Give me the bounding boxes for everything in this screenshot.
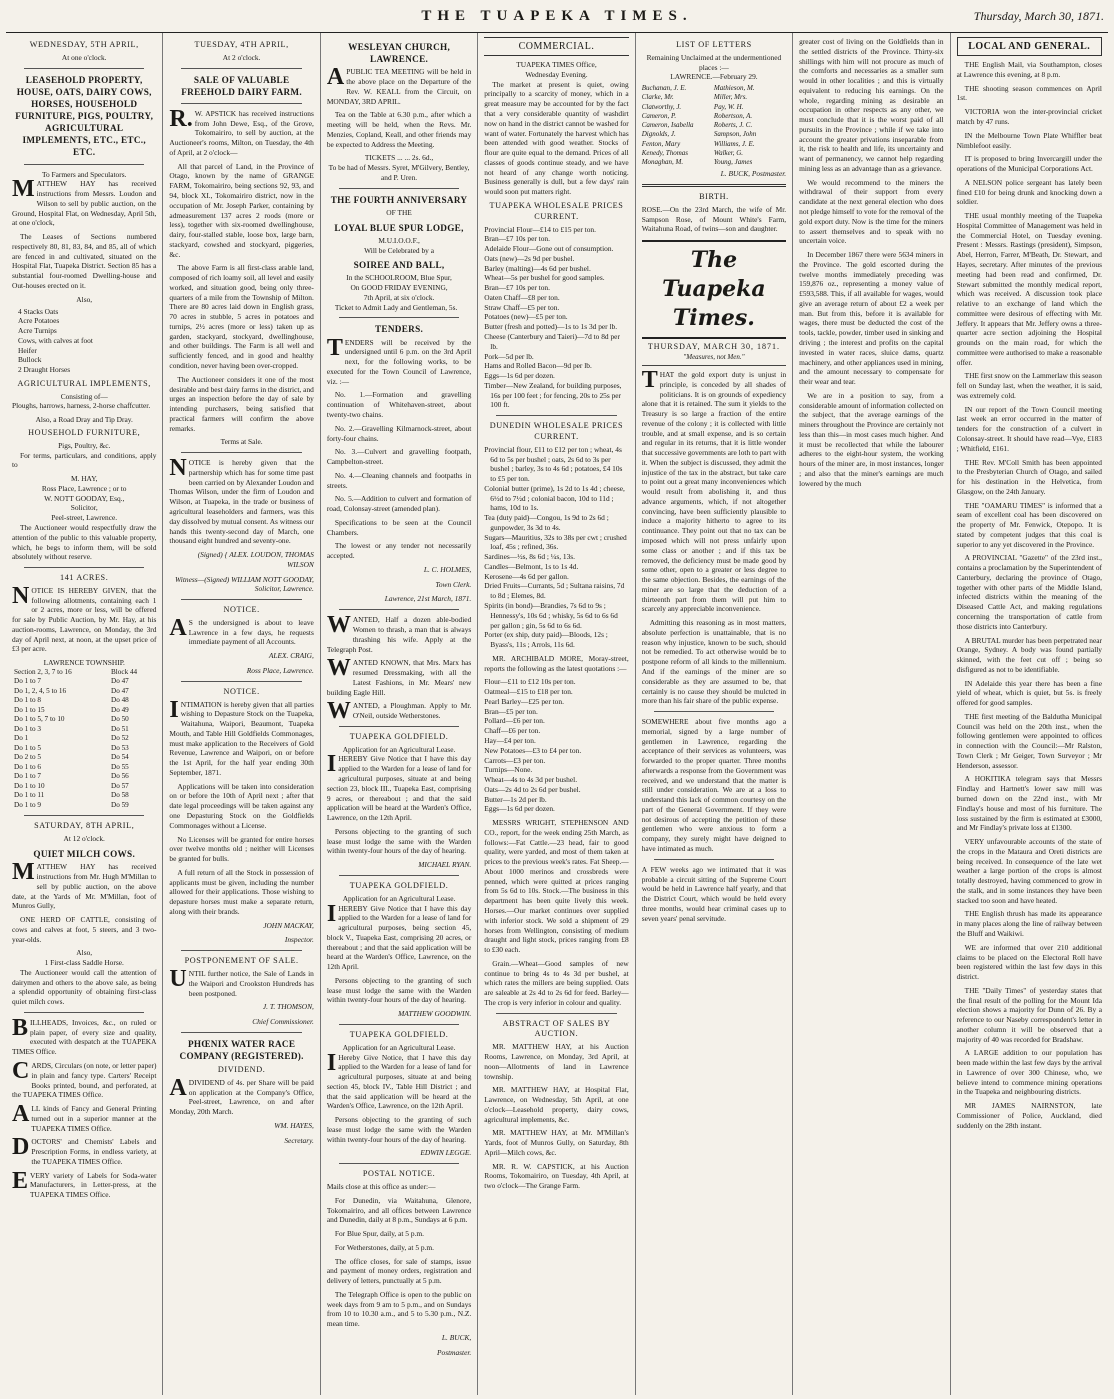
list-item: Dried Fruits—Currants, 5d ; Sultana raisins, 7d to 8d ; Elemes, 8d. bbox=[484, 581, 625, 601]
table-row: Do 2 to 5 Do 54 bbox=[14, 753, 129, 762]
list-item: IN the Melbourne Town Plate Whiffler beat Nimblefoot easily. bbox=[956, 130, 1102, 150]
goldfield-objection-3: Persons objecting to the granting of such lease must lodge the same with the Warden within twenty-four hours of the day of hearing. bbox=[326, 1115, 472, 1144]
town-clerk-title: Town Clerk. bbox=[435, 579, 472, 589]
editorial-continued-2: We would recommend to the miners the withdrawal of their support from every candidate at the next general election who does not pledge himself to vote for the removal of the gold export duty. Now is the time for the miners to assert themselves and to speak with no uncertain voice. bbox=[799, 177, 944, 246]
township-heading: LAWRENCE TOWNSHIP. bbox=[43, 658, 125, 668]
table-row: Section 2, 3, 7 to 16 Block 44 bbox=[14, 667, 138, 676]
list-item: Sugars—Mauritius, 32s to 38s per cwt ; crushed loaf, 45s ; refined, 36s. bbox=[484, 532, 627, 552]
table-row: Do 1 to 5 Do 53 bbox=[14, 743, 129, 752]
list-item: Butter (fresh and potted)—1s to 1s 3d per lb. bbox=[484, 322, 618, 332]
table-row: Do 1 to 3 Do 51 bbox=[14, 724, 129, 733]
town-clerk-name: L. C. HOLMES, bbox=[423, 564, 472, 574]
depasture-notice-3: No Licenses will be granted for entire horses over twelve months old ; neither will Licenses be granted for bulls. bbox=[169, 834, 314, 864]
postponement-body: UNTIL further notice, the Sale of Lands in the Waipori and Crookston Hundreds has been postponed. bbox=[169, 966, 314, 998]
church-body: APUBLIC TEA MEETING will be held in the above place on the Departure of the Rev. W. KEALL from the Circuit, on MONDAY, 3RD APRIL. bbox=[326, 64, 472, 106]
list-item: A PROVINCIAL "Gazette" of the 23rd inst., contains a proclamation by the Superintendent of Canterbury, declaring the province of Otago, together with other parts of the Middle Island, infected districts within the meaning of the Diseased Cattle Act, and making regulations concerning the transportation of cattle from those districts into Canterbury. bbox=[956, 553, 1102, 631]
list-item: Chaff—£6 per ton. bbox=[484, 726, 541, 736]
list-item: No. 2.—Gravelling Kilmarnock-street, about forty-four chains. bbox=[326, 423, 472, 443]
list-item: Oats (new)—2s 9d per bushel. bbox=[484, 253, 575, 263]
list-item: Sampson, John bbox=[713, 130, 757, 139]
table-row: Do 1 to 9 Do 59 bbox=[14, 800, 129, 809]
commissioner-title: Chief Commissioner. bbox=[252, 1017, 314, 1027]
agri-body: Ploughs, harrows, harness, 2-horse chaffcutter. bbox=[12, 401, 151, 411]
postponement-heading: POSTPONEMENT OF SALE. bbox=[184, 956, 299, 966]
list-item: VERY unfavourable accounts of the state of the crops in the Mataura and Oreti districts are being received. In consequence of the late wet weather a large portion of the crops is almost totally destroyed, having commenced to grow in the stalk, and in some instances they have been stacked too soon and have heated. bbox=[956, 837, 1102, 905]
list-item: Cheese (Canterbury and Taieri)—7d to 8d per lb. bbox=[484, 331, 620, 351]
tickets-sellers: To be had of Messrs. Syret, M'Gilvery, Bentley, and P. Uren. bbox=[328, 163, 470, 182]
list-item: Young, James bbox=[713, 158, 753, 166]
lots-table bbox=[12, 668, 156, 811]
table-row: Do 1 to 15 Do 49 bbox=[14, 705, 129, 714]
list-item: THE English Mail, via Southampton, closes at Lawrence this evening, at 8 p.m. bbox=[956, 60, 1102, 79]
secretary-title: Secretary. bbox=[284, 1135, 314, 1145]
table-row: Do 1 to 10 Do 57 bbox=[14, 781, 129, 790]
table-row: Do 1 to 11 Do 58 bbox=[14, 791, 129, 800]
lodge-when: On GOOD FRIDAY EVENING, bbox=[350, 283, 448, 293]
list-item: Bullock bbox=[18, 355, 42, 365]
list-item: Oats—2s 4d to 2s 6d per bushel. bbox=[484, 784, 581, 794]
list-item: MR. MATTHEW HAY, at Hospital Flat, Lawrence, on Wednesday, 5th April, at one o'clock—Leasehold property, dairy cows, agricultural implements, &c. bbox=[484, 1085, 629, 1124]
goldfield-heading-3: TUAPEKA GOLDFIELD. bbox=[349, 1029, 449, 1039]
church-body-2: Tea on the Table at 6.30 p.m., after which a meeting will be held, when the Revs. Mr. Menzies, Copland, Keall, and other friends may be expected to Address the Meeting. bbox=[326, 110, 472, 149]
list-item: THE "OAMARU TIMES" is informed that a seam of excellent coal has been discovered on the property of Mr. Fenwick, Otepopo. It is stated by competent judges that this coal is superior to any yet discovered in the Province. bbox=[956, 500, 1102, 549]
terms: For terms, particulars, and conditions, apply to bbox=[12, 450, 157, 470]
list-item: Turnips—None. bbox=[484, 765, 533, 775]
list-item: THE Rev. M'Coll Smith has been appointed to the Presbyterian Church of Otago, and sailed for his destination in the Helvetica, from Glasgow, on the 24th January. bbox=[956, 457, 1102, 496]
lodge-name: LOYAL BLUE SPUR LODGE, bbox=[334, 222, 464, 233]
tenders-body: TENDERS will be received by the undersigned until 6 p.m. on the 3rd April next, for the following works, to be executed for the Town Council of Lawrence, viz. :— bbox=[326, 334, 472, 386]
table-row: Do 1, 2, 4, 5 to 16 Do 47 bbox=[14, 686, 129, 695]
sale-subtitle: To Farmers and Speculators. bbox=[41, 169, 127, 179]
farm-sale-body-4: The Auctioneer considers it one of the most desirable and best dairy farms in the district, and urges an inspection before the day of sale by intending purchasers, being satisfied that practical farmers will confirm the above remarks. bbox=[169, 374, 314, 433]
list-item: Monaghan, M. bbox=[641, 158, 684, 166]
birth-notice: ROSE.—On the 23rd March, the wife of Mr. Sampson Rose, of Mount White's Farm, Waitahuna Road, of twins—son and daughter. bbox=[641, 204, 787, 234]
postmaster-title: Postmaster. bbox=[436, 1347, 472, 1357]
postal-heading: POSTAL NOTICE. bbox=[362, 1169, 436, 1179]
tenders-date: Lawrence, 21st March, 1871. bbox=[384, 594, 472, 604]
list-item: 2 Draught Horses bbox=[18, 365, 71, 375]
goldfield-body-1: IHEREBY Give Notice that I have this day applied to the Warden for a lease of land for agricultural purposes, situate at and being section 23, block III., Tuapeka East, comprising 9 acres, or thereabout ; and that the said application will be heard at the Warden's Office, Lawrence, on the 12th April. bbox=[326, 751, 472, 823]
list-item: Pork—5d per lb. bbox=[484, 351, 534, 361]
list-item: Pearl Barley—£25 per ton. bbox=[484, 696, 564, 706]
editorial-paragraph-4: A FEW weeks ago we intimated that it was probable a circuit sitting of the Supreme Court would be held in Lawrence half yearly, and that the District Court, which would be held every three months, would hear criminal cases up to seven years' penal servitude. bbox=[641, 864, 787, 923]
sale2-title: QUIET MILCH COWS. bbox=[33, 849, 136, 860]
list-item: Spirits (in bond)—Brandies, 7s 6d to 9s ; Hennessy's, 10s 6d ; whisky, 5s 6d to 6s 6d per gallon ; gin, 5s 6d to 6s 6d. bbox=[484, 601, 618, 630]
goldfield-signature-3: EDWIN LEGGE. bbox=[420, 1148, 472, 1158]
sale2-also: Also, bbox=[76, 948, 93, 958]
postal-note-2: The Telegraph Office is open to the public on week days from 9 am to 5 p.m., and on Sundays from 10 to 10.30 a.m., and 5 to 5.30 p.m., N.Z. mean time. bbox=[326, 1289, 472, 1329]
list-item: Bran—£7 10s per ton. bbox=[484, 283, 550, 293]
farm-sale-date: TUESDAY, 4TH APRIL, bbox=[194, 40, 289, 49]
farm-sale-title: SALE OF VALUABLE FREEHOLD DAIRY FARM. bbox=[181, 74, 303, 97]
list-item: Kerosene—4s 6d per gallon. bbox=[484, 571, 569, 581]
list-item: Clatworthy, J. bbox=[641, 102, 682, 111]
letters-sub: Remaining Unclaimed at the undermentioned places :— bbox=[646, 52, 782, 72]
list-item: Wheat—5s per bushel for good samples. bbox=[484, 273, 605, 283]
list-item: Candles—Belmont, 1s to 1s 4d. bbox=[484, 561, 579, 571]
phoenix-heading: PHŒNIX WATER RACE COMPANY (REGISTERED). bbox=[179, 1038, 304, 1061]
craig-notice: AS the undersigned is about to leave Lawrence in a few days, he requests immediate payment of all Accounts. bbox=[169, 614, 314, 647]
letters-list bbox=[642, 84, 786, 167]
list-item: Robertson, A. bbox=[713, 111, 753, 120]
grain-report: Grain.—Wheat—Good samples of new continue to bring 4s to 4s 3d per bushel, at which rates the millers are being supplied. Oats are saleable at 2s 4d to 2s 6d for feed. Barley—The crop is very inferior in colour and quality. bbox=[484, 958, 629, 1007]
list-item: Flour—£11 to £12 10s per ton. bbox=[484, 677, 576, 687]
column-6 bbox=[793, 33, 950, 1395]
birth-heading: BIRTH. bbox=[699, 192, 729, 201]
list-item: Mathieson, M. bbox=[713, 84, 755, 93]
lodge-of: OF THE bbox=[386, 207, 412, 217]
lodge-soiree: SOIREE AND BALL, bbox=[353, 260, 445, 271]
list-item: Provincial Flour—£14 to £15 per ton. bbox=[484, 224, 596, 234]
list-item: Eggs—1s 6d per dozen. bbox=[484, 804, 555, 814]
partnership-notice: NOTICE is hereby given that the partnership which has for some time past been carried on by Alexander Loudon and Thomas Wilson, under the firm of Loudon and Wilson, at Tuapeka, in the trade or business of agricultural leaseholders and farmers, was this day dissolved by mutual consent. As witness our hands this twenty-second day of March, one thousand eight hundred and seventy-one. bbox=[169, 455, 314, 546]
secretary-name: WM. HAYES, bbox=[274, 1121, 314, 1131]
notice-heading: NOTICE. bbox=[223, 605, 260, 615]
depasture-heading: NOTICE. bbox=[223, 686, 260, 696]
editorial-nameplate: The Tuapeka Times. bbox=[642, 240, 786, 339]
inspector-name: JOHN MACKAY, bbox=[263, 920, 314, 930]
dunedin-prices-heading: DUNEDIN WHOLESALE PRICES CURRENT. bbox=[489, 421, 624, 441]
sale2-date: SATURDAY, 8TH APRIL, bbox=[34, 821, 135, 831]
goldfield-heading-1: TUAPEKA GOLDFIELD. bbox=[349, 731, 449, 741]
tenders-lowest: The lowest or any tender not necessarily accepted. bbox=[326, 541, 472, 561]
print-ad-billheads: BILLHEADS, Invoices, &c., on ruled or plain paper, of every size and quality, executed with despatch at the TUAPEKA TIMES Office. bbox=[12, 1014, 157, 1057]
furniture-heading: HOUSEHOLD FURNITURE, bbox=[28, 428, 141, 438]
lodge-heading: THE FOURTH ANNIVERSARY bbox=[330, 194, 468, 205]
goldfield-signature-2: MATTHEW GOODWIN. bbox=[398, 1009, 472, 1019]
column-7 bbox=[951, 33, 1108, 1395]
goldfield-objection-1: Persons objecting to the granting of such lease must lodge the same with the Warden within twenty-four hours of the day of hearing. bbox=[326, 826, 472, 856]
lodge-celebrated: Will be Celebrated by a bbox=[364, 245, 434, 255]
list-item: IN Adelaide this year there has been a fine yield of wheat, which is quiet, but 5s. is freely offered for good samples. bbox=[956, 678, 1102, 708]
commercial-body: The market at present is quiet, owing principally to a scarcity of money, which in a great measure may be accounted for by the fact that a very considerable quantity of washdirt now on hand in the district cannot be washed for want of water. Fortunately the harvest which has been attended with good weather. Stocks of flour are quite equal to the demand. Prices of all classes of goods continue steady, and we have not heard of any change worth noticing. Business generally is dull, but a few days' rain would soon put matters right. bbox=[484, 79, 629, 197]
list-item: Tea (duty paid)—Congou, 1s 9d to 2s 6d ; gunpowder, 3s 3d to 4s. bbox=[484, 513, 609, 532]
list-item: Wheat—4s to 4s 3d per bushel. bbox=[484, 775, 578, 785]
list-item: Bran—£5 per ton. bbox=[484, 706, 538, 716]
list-item: Buchanan, J. E. bbox=[641, 84, 687, 93]
list-item: MR. MATTHEW HAY, at his Auction Rooms, Lawrence, on Monday, 3rd April, at noon—Allotments of land in Lawrence township. bbox=[484, 1042, 629, 1081]
sale2-note: The Auctioneer would call the attention of dairymen and others to the above sale, as being a splendid opportunity of obtaining first-class quiet milch cows. bbox=[12, 967, 157, 1007]
list-item: Pay, W. H. bbox=[713, 102, 744, 111]
list-item: IN our report of the Town Council meeting last week an error occurred in the matter of tenders for the construction of a culvert in Colonsay-street. It should have read—Vye, £183 ; Whitfield, £161. bbox=[956, 404, 1102, 453]
lodge-tickets: Ticket to Admit Lady and Gentleman, 5s. bbox=[334, 302, 458, 312]
farm-sale-time: At 2 o'clock. bbox=[222, 52, 261, 62]
commissioner-name: J. T. THOMSON, bbox=[262, 1002, 314, 1012]
agent-address: Ross Place, Lawrence ; or to bbox=[41, 483, 127, 493]
goldfield-body-2: IHEREBY Give Notice that I have this day applied to the Warden for a lease of land for agricultural purposes, being section 45, block V., Tuapeka East, comprising 20 acres, or thereabout ; and that the said application will be heard at the Warden's Office, Lawrence, on the 12th April. bbox=[326, 900, 472, 972]
depasture-notice: INTIMATION is hereby given that all parties wishing to Depasture Stock on the Tuapeka, Waitahuna, Waipori, Beaumont, Tuapeka Mouth, and Table Hill Goldfields Commonages, must make application to the Receivers of Gold Revenue, Lawrence and Waipori, on or before the 1st April, for the half year ending 30th September, 1871. bbox=[169, 696, 314, 777]
list-item: THE usual monthly meeting of the Tuapeka Hospital Committee of Management was held in the Commercial Hotel, on Tuesday evening. Present : Messrs. Rastings (president), Simpson, Abel, Herron, Farrer, M'Beath, Dr. Stewart, and Hayes, secretary. After minutes of the previous meeting had been read and confirmed, Dr. Stewart submitted the monthly medical report, which was received. A discussion took place relative to an exchange of land which the committee were desirous of effecting with Mr. Jeffery. It appears that Mr. Jeffery owns a three-quarter acre section adjoining the Hospital grounds on the main road, for which the committee were authorised to make a reasonable offer. bbox=[956, 211, 1102, 367]
lodge-date: 7th April, at six o'clock. bbox=[363, 292, 435, 302]
church-heading: WESLEYAN CHURCH, LAWRENCE. bbox=[348, 42, 451, 65]
solicitor-title: Solicitor, bbox=[70, 503, 98, 513]
wanted-ad-1: WANTED, Half a dozen able-bodied Women to thrash, a man that is always thrashing his wife. Apply at the Telegraph Post. bbox=[326, 612, 472, 654]
sale-time: At one o'clock. bbox=[61, 52, 107, 62]
list-item: Timber—New Zealand, for building purposes, 16s per 100 feet ; for fencing, 20s to 25s per 100 ft. bbox=[484, 380, 622, 410]
list-item: Oatmeal—£15 to £18 per ton. bbox=[484, 687, 573, 697]
list-item: Acre Potatoes bbox=[18, 316, 60, 326]
goldfield-sub-1: Application for an Agricultural Lease. bbox=[342, 744, 456, 754]
goldfield-heading-2: TUAPEKA GOLDFIELD. bbox=[349, 880, 449, 890]
list-item: Cameron, Isabella bbox=[641, 121, 694, 130]
list-item: Roberts, J. C. bbox=[713, 121, 753, 130]
list-item: Barley (malting)—4s 6d per bushel. bbox=[484, 263, 591, 273]
acres-body: NOTICE IS HEREBY GIVEN, that the following allotments, containing each 1 or 2 acres, more or less, will be offered for sale by Public Auction, by Mr. Hay, at his auction-rooms, Lawrence, on Monday, the 3rd day of April next, at noon, at the upset price of £3 per acre. bbox=[12, 582, 157, 654]
list-item: Kenedy, Thomas bbox=[641, 148, 688, 157]
list-item: Dignolds, J. bbox=[641, 130, 676, 139]
list-item: Cameron, P. bbox=[641, 111, 677, 120]
more-prices-list bbox=[484, 677, 628, 814]
list-item: MR JAMES NAIRNSTON, late Commissioner of Police, Auckland, died suddenly on the 28th instant. bbox=[956, 1101, 1102, 1130]
tickets-price: TICKETS ... ... 2s. 6d., bbox=[364, 153, 434, 163]
list-item: Heifer bbox=[18, 345, 37, 355]
lodge-order: M.U.I.O.O.F., bbox=[378, 235, 420, 245]
list-item: Colonial butter (prime), 1s 2d to 1s 4d ; cheese, 6½d to 7½d ; colonial bacon, 10d to 11d ; hams, 10d to 1s. bbox=[484, 483, 625, 513]
list-item: No. 5.—Addition to culvert and formation of road, Colonsay-street (amended plan). bbox=[326, 494, 472, 514]
print-ad-general: ALL kinds of Fancy and General Printing turned out in a superior manner at the TUAPEKA TIMES Office. bbox=[12, 1101, 157, 1133]
masthead-title: THE TUAPEKA TIMES. bbox=[421, 8, 693, 24]
farm-sale-body-2: All that parcel of Land, in the Province of Otago, known by the name of GRANGE FARM, Tokomairiro, being sections 92, 93, and 94, block XI., Tokomairiro district, now in the occupation of Mr. Joseph Parker, containing by admeasurement 137 acres 2 roods (more or less), together with six-roomed dwellinghouse, dairy, four-stalled stable, loose box, large barn, stackyard, cowshed and stockyard, piggeries, &c. bbox=[169, 161, 314, 259]
also-label: Also, bbox=[76, 294, 93, 304]
list-item: Porter (ex ship, duty paid)—Bloods, 12s ; Byass's, 11s ; Arrols, 11s 6d. bbox=[484, 630, 608, 650]
table-row: Do 1 to 8 Do 48 bbox=[14, 696, 129, 705]
table-row: Do 1 to 5, 7 to 10 Do 50 bbox=[14, 715, 129, 724]
list-item: MR. R. W. CAPSTICK, at his Auction Rooms, Tokomairiro, on Tuesday, 4th April, at two o'clock—The Grange Farm. bbox=[484, 1161, 629, 1191]
tuapeka-prices-heading: TUAPEKA WHOLESALE PRICES CURRENT. bbox=[489, 200, 624, 221]
column-3 bbox=[321, 33, 478, 1395]
postal-note: The office closes, for sale of stamps, issue and payment of money orders, registration and delivery of letters, punctually at 5 p.m. bbox=[326, 1256, 472, 1286]
list-item: Potatoes (new)—£5 per ton. bbox=[484, 312, 568, 322]
list-item: Acre Turnips bbox=[18, 326, 57, 336]
dividend-body: ADIVIDEND of 4s. per Share will be paid on application at the Company's Office, Peel-street, Lawrence, on and after Monday, 20th March. bbox=[169, 1074, 314, 1117]
letters-postmaster: L. BUCK, Postmaster. bbox=[720, 169, 787, 179]
commercial-heading: COMMERCIAL. bbox=[484, 37, 628, 56]
list-item: A NELSON police sergeant has lately been fined £10 for being drunk and knocking down a soldier. bbox=[956, 177, 1102, 207]
abstract-heading: ABSTRACT OF SALES BY AUCTION. bbox=[502, 1018, 611, 1039]
agri-heading: AGRICULTURAL IMPLEMENTS, bbox=[17, 378, 151, 388]
list-item: THE first snow on the Lammerlaw this season fell on Sunday last, when the weather, it is said, was extremely cold. bbox=[956, 371, 1102, 400]
list-item: New Potatoes—£3 to £4 per ton. bbox=[484, 745, 582, 755]
print-ad-cards: CARDS, Circulars (on note, or letter paper) in plain and fancy type. Carters' Receipt Books printed, bound, and perforated, at the TUAPEKA TIMES Office. bbox=[12, 1058, 157, 1100]
local-general-heading: LOCAL AND GENERAL. bbox=[957, 37, 1102, 56]
list-item: THE shooting season commences on April 1st. bbox=[956, 83, 1102, 103]
furniture-sub: Pigs, Poultry, &c. bbox=[58, 440, 111, 450]
list-item: Eggs—1s 6d per dozen. bbox=[484, 371, 555, 381]
goldfield-objection-2: Persons objecting to the granting of such lease must lodge the same with the Warden within twenty-four hours of the day of hearing. bbox=[326, 975, 472, 1005]
sale2-items: ONE HERD OF CATTLE, consisting of cows and calves at foot, 5 steers, and 3 two-year-olds. bbox=[12, 915, 157, 944]
partnership-witness: Witness—(Signed) WILLIAM NOTT GOODAY, Solicitor, Lawrence. bbox=[175, 574, 314, 594]
sale-body: MATTHEW HAY has received instructions from Messrs. Loudon and Wilson to sell by public auction, on the Ground, Hospital Flat, on Wednesday, April 5th, at one o'clock, bbox=[12, 176, 157, 228]
list-item: Straw Chaff—£5 per ton. bbox=[484, 302, 560, 312]
editorial-motto: "Measures, not Men." bbox=[642, 353, 786, 366]
commercial-office: TUAPEKA TIMES Office, bbox=[516, 60, 597, 70]
editorial-paragraph-2: Admitting this reasoning as in most matters, absolute perfection is unattainable, that is no reason why injustice, known to be such, should not be remedied. To act otherwise would be to postpone reform of all kinds to the millennium. And if the earnings of the miner are so considerable as they are assumed to be, that certainly is no cause they should be mulcted in more than his fair share of the public expense. bbox=[641, 618, 787, 706]
craig-address: Ross Place, Lawrence. bbox=[246, 665, 314, 675]
list-item: Sardines—½s, 8s 6d ; ¼s, 13s. bbox=[484, 552, 576, 562]
letters-place: LAWRENCE.—February 29. bbox=[670, 72, 758, 82]
table-row: Do 1 to 6 Do 55 bbox=[14, 762, 129, 771]
print-ad-labels: DOCTORS' and Chemists' Labels and Prescription Forms, in endless variety, at the TUAPEKA TIMES Office. bbox=[12, 1134, 157, 1166]
farm-sale-body-3: The above Farm is all first-class arable land, composed of rich loamy soil, all level and easily worked, and situation good, being only three-quarters of a mile from the Township of Milton. There are 80 acres laid down in English grass, 70 acres in stubble, 5 acres in potatoes and turnips, 2½ acres (more or less) taken up as garden, stackyard, stockyard, dwellinghouse, and other buildings. The Farm is all well and sufficiently fenced, and in good and healthy condition, never having been over-cropped. bbox=[169, 263, 314, 371]
list-item: WE are informed that over 210 additional claims to be placed on the Electoral Roll have been registered within the last few days in this district. bbox=[956, 942, 1102, 982]
lodge-where: In the SCHOOLROOM, Blue Spur, bbox=[346, 273, 452, 283]
column-4 bbox=[478, 33, 635, 1395]
list-item: Walker, G. bbox=[713, 148, 744, 157]
agri-consisting: Consisting of— bbox=[60, 391, 108, 401]
list-item: IT is proposed to bring Invercargill under the operations of the Municipal Corporations Act. bbox=[956, 154, 1102, 174]
agri-also: Also, a Road Dray and Tip Dray. bbox=[35, 415, 133, 425]
goldfield-sub-2: Application for an Agricultural Lease. bbox=[342, 893, 456, 903]
masthead bbox=[6, 6, 1108, 33]
dunedin-prices-list bbox=[484, 445, 628, 650]
sale-date: WEDNESDAY, 5TH APRIL, bbox=[29, 40, 139, 49]
list-item: A BRUTAL murder has been perpetrated near Orange, Sydney. A body was found partially skinned, with the feet cut off ; being so disfigured as not to be identifiable. bbox=[956, 635, 1102, 674]
column-1 bbox=[6, 33, 163, 1395]
list-item: Williams, J. E. bbox=[713, 139, 755, 148]
goldfield-body-3: IHereby Give Notice, that I have this day applied to the Warden for a lease of land for agricultural purposes, situate at and being section 45, block IV., Table Hill District ; and that the said application will be heard at the Warden's Office, Lawrence, on the 12th April. bbox=[326, 1049, 472, 1111]
farm-sale-terms: Terms at Sale. bbox=[220, 437, 263, 447]
column-5 bbox=[636, 33, 793, 1395]
sale-title: LEASEHOLD PROPERTY, HOUSE, OATS, DAIRY COWS, HORSES, HOUSEHOLD FURNITURE, PIGS, POULTRY, AGRICULTURAL IMPLEMENTS, ETC., ETC., ETC. bbox=[15, 74, 154, 158]
list-item: THE first meeting of the Baldutha Municipal Council was held on the 20th inst., when the following gentlemen were appointed to offices in connection with the Council:—Mr Ralston, Town Clerk ; Mr Geiger, Town Surveyor ; Mr Henderson, assessor. bbox=[956, 711, 1102, 770]
list-item: Pollard—£6 per ton. bbox=[484, 716, 545, 726]
list-item: Butter—1s 2d per lb. bbox=[484, 794, 547, 804]
editorial-continued-4: We are in a position to say, from a considerable amount of information collected on the subject, that the average earnings of the miners throughout the Province are certainly not less than this—in most cases much higher. And it must be recollected that while the labourer adheres to the eight-hour system, the working hours of the miner are, in most instances, longer ; and also that the miner's earnings are much lowered by the much bbox=[799, 390, 944, 488]
list-item: No. 4.—Cleaning channels and footpaths in streets. bbox=[326, 470, 472, 490]
auctioneer-note: The Auctioneer would respectfully draw the attention of the public to this valuable property, which, he begs to inform them, will be sold absolutely without reserve. bbox=[12, 522, 157, 562]
depasture-notice-4: A full return of all the Stock in possession of applicants must be given, including the number allowed for their applications. Those wishing to depasture horses must make a separate return, along with their brands. bbox=[169, 867, 314, 916]
print-ad-soda: EVERY variety of Labels for Soda-water Manufacturers, in Letter-press, at the TUAPEKA TIMES Office. bbox=[12, 1167, 157, 1200]
list-item: 4 Stacks Oats bbox=[18, 306, 59, 316]
list-item: A HOKITIKA telegram says that Messrs Findlay and Hartnett's lower saw mill was burned down on the 22nd inst., with Mr Findlay's house and most of his furniture. The loss sustained by the firm is estimated at £3000, and Mr Findlay's private loss at £1300. bbox=[956, 774, 1102, 833]
postmaster-name: L. BUCK, bbox=[441, 1332, 472, 1342]
table-row: Do 1 to 7 Do 47 bbox=[14, 677, 129, 686]
more-report: MR. ARCHIBALD MORE, Moray-street, reports the following as the latest quotations :— bbox=[484, 653, 629, 673]
list-item: No. 1.—Formation and gravelling continuation of Whitehaven-street, about twenty-two chains. bbox=[326, 390, 472, 419]
tuapeka-prices-list bbox=[484, 225, 628, 411]
list-item: Carrots—£3 per ton. bbox=[484, 755, 546, 765]
farm-sale-body: R.W. APSTICK has received instructions from John Dewe, Esq., of the Grove, Tokomairiro, to sell by auction, at the Auctioneer's rooms, Milton, on Tuesday, the 4th of April, at 2 o'clock— bbox=[169, 105, 314, 157]
sale-body-2: The Leases of Sections numbered respectively 80, 81, 83, 84, and 85, all of which are fenced in and cultivated, situated on the Hospital Flat, Tuapeka District. Section 85 has a substantial four-roomed Dwelling-house and Out-houses erected on it. bbox=[12, 232, 157, 290]
tenders-heading: TENDERS. bbox=[375, 324, 424, 335]
acres-heading: 141 ACRES. bbox=[60, 573, 109, 583]
wanted-ad-2: WANTED KNOWN, that Mrs. Marx has resumed Dressmaking, with all the Latest Fashions, in Mr. Mears' new building Eagle Hill. bbox=[326, 655, 472, 697]
stock-list bbox=[12, 307, 156, 375]
list-item: Fenton, Mary bbox=[641, 139, 681, 148]
list-item: Hams and Rolled Bacon—9d per lb. bbox=[484, 361, 592, 371]
list-item: Clarke, Mr. bbox=[641, 93, 674, 102]
commercial-date: Wednesday Evening. bbox=[525, 69, 588, 79]
list-item: MR. MATTHEW HAY, at Mr. M'Millan's Yards, foot of Munros Gully, on Saturday, 8th April—Milch cows, &c. bbox=[484, 1128, 629, 1157]
table-row: Do 1 to 7 Do 56 bbox=[14, 772, 129, 781]
sale2-horse: 1 First-class Saddle Horse. bbox=[44, 958, 124, 968]
goldfield-signature-1: MICHAEL RYAN. bbox=[418, 860, 472, 870]
postal-body: Mails close at this office as under:— bbox=[326, 1182, 436, 1191]
letters-heading: LIST OF LETTERS bbox=[676, 40, 752, 49]
list-item: For Wetherstones, daily, at 5 p.m. bbox=[334, 1242, 435, 1252]
dividend-heading: DIVIDEND. bbox=[217, 1065, 266, 1075]
list-item: Hay—£4 per ton. bbox=[484, 735, 536, 745]
craig-signature: ALEX. CRAIG, bbox=[268, 651, 314, 661]
depasture-notice-2: Applications will be taken into consideration on or before the 10th of April next ; after that date legal proceedings will be taken against any one Depasturing Stock on the Goldfields Commonages without a License. bbox=[169, 781, 314, 830]
list-item: Miller, Mrs. bbox=[713, 93, 748, 102]
list-item: Bran—£7 10s per ton. bbox=[484, 234, 550, 244]
list-item: THE "Daily Times" of yesterday states that the final result of the polling for the Mount Ida election shows a majority for Dunn of 26. By a reference to our Naseby correspondent's letter in another column it will be observed that a majority of 40 was recorded for Bradshaw. bbox=[956, 985, 1102, 1044]
list-item: A LARGE addition to our population has been made within the last few days by the arrival in Lawrence of over 300 Chinese, who, we believe intend to commence mining operations in the Tuapeka and neighbouring districts. bbox=[956, 1048, 1102, 1097]
list-item: Cows, with calves at foot bbox=[18, 335, 93, 345]
editorial-dateline: THURSDAY, MARCH 30, 1871. bbox=[647, 342, 780, 352]
list-item: For Dunedin, via Waitahuna, Glenore, Tokomairiro, and all offices between Lawrence and Dunedin, daily at 8 p.m., Sundays at 6 p.m. bbox=[326, 1195, 472, 1225]
tenders-spec: Specifications to be seen at the Council Chambers. bbox=[326, 517, 472, 537]
sale2-time: At 12 o'clock. bbox=[63, 834, 105, 844]
editorial-paragraph-1: THAT the gold export duty is unjust in principle, is conceded by all shades of politicians. It is on grounds of expediency alone that it is retained. The sum it yields to the Treasury is so large a fraction of the entire revenue of the colony ; it is collected with little trouble, and at small expense, and is so certain and regular in its returns, that it is little wonder that successive governments are loth to part with it. When the subject is discussed, they admit the injustice of the tax in the abstract, but take care to point out a great many inconveniences which would result from abolishing it, and thus advance arguments, which, if not altogether convincing, have been sufficiently plausible to induce a majority hitherto to agree to its continuance. They point out that no tax can be imposed which will not press unfairly upon some class or another ; and if this tax be removed, the deficiency must be made good by some other, open to a greater or less degree to the same objection. Besides, the earnings of the miner are so large that the deduction of a thirteenth part from them will put him to scarcely any appreciable inconvenience. bbox=[641, 367, 787, 614]
editorial-paragraph-3: SOMEWHERE about five months ago a memorial, signed by a large number of gentlemen in Lawrence, regarding the acceptance of their services as volunteers, was forwarded to the proper quarter. Three months afterwards a response from the Government was received, and we understand that the matter is still under consideration. We are at a loss to understand this lack of common courtesy on the part of the General Government. If they were not desirous of accepting the petition of these gentlemen who were anxious to form a company, they surely might have deigned to have intimated as much. bbox=[641, 717, 787, 853]
solicitor-address: Peel-street, Lawrence. bbox=[51, 513, 118, 523]
stock-report: MESSRS WRIGHT, STEPHENSON AND CO., report, for the week ending 25th March, as follows:—Fat Cattle.—23 head, fair to good quality, were yarded, and most of them taken at prices to the previous week's rates. Fat Sheep.—About 1000 merinos and crossbreds were penned, which were quitted at prices ranging from 5s 6d to 10s. Stock.—The business in this department has been quite lively this week. Horses.—Our market continues over supplied with inferior stock. We sold a shipment of 29 horses from Wellington, consisting of medium draught and light stock, prices ranging from £8 to £30 each. bbox=[484, 818, 629, 955]
editorial-continued-1: greater cost of living on the Goldfields than in the settled districts of the Province. Thirty-six shillings with him will not procure as much of the comforts and necessaries as a smaller sum would in other localities ; and this is virtually equivalent to reducing his earnings. On the whole, regarding mining as desirable an occupation in other respects as any other, we must conclude that it is the worst paid of all pursuits in the Province ; while if we take into account the greater privations inseparable from it, the risk to health and life, its uncertainty and want of permanency, we cannot help regarding mining less as an advantage than as a grievance. bbox=[799, 37, 944, 173]
agent-name: M. HAY, bbox=[70, 474, 98, 484]
masthead-date: Thursday, March 30, 1871. bbox=[973, 9, 1104, 23]
list-item: Oaten Chaff—£8 per ton. bbox=[484, 292, 560, 302]
list-item: Adelaide Flour—Gone out of consumption. bbox=[484, 244, 614, 254]
table-row: Do 1 Do 52 bbox=[14, 734, 129, 743]
list-item: No. 3.—Culvert and gravelling footpath, Campbelton-street. bbox=[326, 447, 472, 467]
editorial-continued-3: In December 1867 there were 5634 miners in the Province. The gold escorted during the twelve months immediately preceding was 159,876 oz., representing a money value of £593,588. This, if all available for wages, would give an average return of about £2 a week per man. But from this, before it is available for wages, there must be deducted the cost of the tools, tackle, powder, timber used in sinking and driving ; the interest and profits on the capital invested in water races, sluice dams, quartz machinery, and other appliances used in mining, and the amount necessary to compensate for their wear and tear. bbox=[799, 250, 944, 387]
list-item: THE English thrush has made its appearance in many places along the line of railway between the Bluff and Waikiwi. bbox=[956, 909, 1102, 938]
sale2-body: MATTHEW HAY has received instructions from Mr. Hugh M'Millan to sell by public auction, on the above date, at the Yards of Mr. M'Millan, foot of Munros Gully, bbox=[12, 859, 157, 911]
solicitor-name: W. NOTT GOODAY, Esq., bbox=[44, 493, 125, 503]
list-item: VICTORIA won the inter-provincial cricket match by 47 runs. bbox=[956, 107, 1102, 127]
columns bbox=[6, 33, 1108, 1395]
partnership-signature: (Signed) { ALEX. LOUDON, THOMAS WILSON bbox=[197, 550, 314, 569]
wanted-ad-3: WANTED, a Ploughman. Apply to Mr. O'Neil, outside Wetherstones. bbox=[326, 698, 472, 725]
list-item: For Blue Spur, daily, at 5 p.m. bbox=[334, 1229, 424, 1239]
inspector-title: Inspector. bbox=[284, 935, 314, 945]
goldfield-sub-3: Application for an Agricultural Lease. bbox=[342, 1042, 456, 1052]
column-2 bbox=[163, 33, 320, 1395]
list-item: Provincial flour, £11 to £12 per ton ; wheat, 4s 6d to 5s per bushel ; oats, 2s 6d to 3s per bushel ; barley, 3s to 4s 6d ; potatoes, £4 10s to £5 per ton. bbox=[484, 444, 623, 484]
